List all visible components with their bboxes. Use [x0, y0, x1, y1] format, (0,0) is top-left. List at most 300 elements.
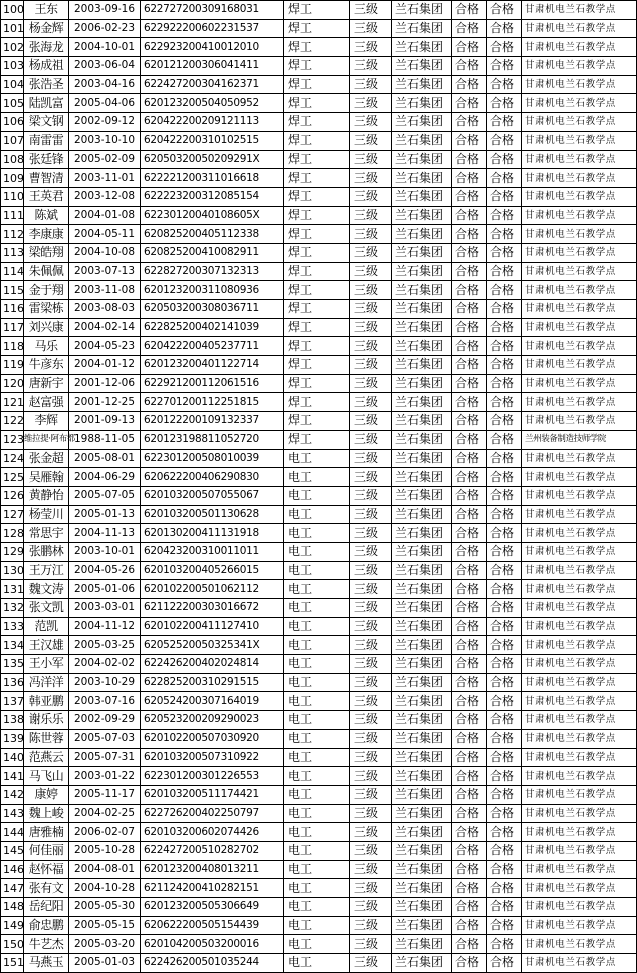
name-cell: 谢乐乐 [24, 711, 69, 730]
level-cell: 三级 [350, 561, 392, 580]
table-row [1, 935, 637, 954]
id-number-cell: 620423200310011011 [141, 542, 284, 561]
organization-cell: 兰石集团 [392, 430, 452, 449]
id-number-cell: 622221200311016618 [141, 169, 284, 188]
organization-cell: 兰石集团 [392, 524, 452, 543]
practical-result-cell: 合格 [487, 94, 522, 113]
level-cell: 三级 [350, 449, 392, 468]
id-number-cell: 622701200112251815 [141, 393, 284, 412]
name-cell: 杨成祖 [24, 57, 69, 76]
training-site-cell: 甘肃机电兰石教学点 [522, 692, 637, 711]
name-cell: 南雷雷 [24, 131, 69, 150]
level-cell: 三级 [350, 636, 392, 655]
table-row [1, 38, 637, 57]
theory-result-cell: 合格 [452, 393, 487, 412]
row-number-cell: 151 [1, 954, 24, 973]
id-number-cell: 620102200507030920 [141, 729, 284, 748]
organization-cell: 兰石集团 [392, 206, 452, 225]
table-row [1, 954, 637, 973]
birth-date-cell: 2001-12-06 [69, 374, 141, 393]
level-cell: 三级 [350, 75, 392, 94]
theory-result-cell: 合格 [452, 561, 487, 580]
level-cell: 三级 [350, 337, 392, 356]
training-site-cell: 甘肃机电兰石教学点 [522, 561, 637, 580]
theory-result-cell: 合格 [452, 916, 487, 935]
table-row [1, 804, 637, 823]
birth-date-cell: 2005-01-06 [69, 580, 141, 599]
birth-date-cell: 2005-03-20 [69, 935, 141, 954]
table-row [1, 673, 637, 692]
training-site-cell: 甘肃机电兰石教学点 [522, 673, 637, 692]
practical-result-cell: 合格 [487, 505, 522, 524]
name-cell: 雷梁栋 [24, 300, 69, 319]
name-cell: 张鹏林 [24, 542, 69, 561]
id-number-cell: 622923200410012010 [141, 38, 284, 57]
theory-result-cell: 合格 [452, 187, 487, 206]
trade-cell: 焊工 [284, 412, 350, 431]
id-number-cell: 620104200503200016 [141, 935, 284, 954]
level-cell: 三级 [350, 804, 392, 823]
theory-result-cell: 合格 [452, 75, 487, 94]
name-cell: 张有文 [24, 879, 69, 898]
row-number-cell: 110 [1, 187, 24, 206]
row-number-cell: 144 [1, 823, 24, 842]
level-cell: 三级 [350, 169, 392, 188]
birth-date-cell: 2003-08-03 [69, 300, 141, 319]
id-number-cell: 62052520050325341X [141, 636, 284, 655]
name-cell: 魏上峻 [24, 804, 69, 823]
practical-result-cell: 合格 [487, 281, 522, 300]
table-row [1, 374, 637, 393]
level-cell: 三级 [350, 281, 392, 300]
table-row [1, 318, 637, 337]
table-row [1, 711, 637, 730]
name-cell: 康婷 [24, 785, 69, 804]
table-row [1, 94, 637, 113]
level-cell: 三级 [350, 767, 392, 786]
birth-date-cell: 2005-08-01 [69, 449, 141, 468]
table-row [1, 337, 637, 356]
name-cell: 王英君 [24, 187, 69, 206]
training-site-cell: 甘肃机电兰石教学点 [522, 337, 637, 356]
trade-cell: 电工 [284, 655, 350, 674]
birth-date-cell: 2003-12-08 [69, 187, 141, 206]
row-number-cell: 150 [1, 935, 24, 954]
practical-result-cell: 合格 [487, 561, 522, 580]
birth-date-cell: 2005-05-15 [69, 916, 141, 935]
birth-date-cell: 2005-02-09 [69, 150, 141, 169]
name-cell: 马飞山 [24, 767, 69, 786]
name-cell: 魏文涛 [24, 580, 69, 599]
birth-date-cell: 2004-10-08 [69, 243, 141, 262]
id-number-cell: 62230120040108605X [141, 206, 284, 225]
practical-result-cell: 合格 [487, 225, 522, 244]
name-cell: 张文凯 [24, 599, 69, 618]
practical-result-cell: 合格 [487, 692, 522, 711]
level-cell: 三级 [350, 599, 392, 618]
practical-result-cell: 合格 [487, 823, 522, 842]
id-number-cell: 620103200501130628 [141, 505, 284, 524]
organization-cell: 兰石集团 [392, 580, 452, 599]
practical-result-cell: 合格 [487, 356, 522, 375]
id-number-cell: 622223200312085154 [141, 187, 284, 206]
birth-date-cell: 2005-03-25 [69, 636, 141, 655]
row-number-cell: 104 [1, 75, 24, 94]
training-site-cell: 甘肃机电兰石教学点 [522, 281, 637, 300]
trade-cell: 电工 [284, 561, 350, 580]
training-site-cell: 兰州装备制造技师学院 [522, 430, 637, 449]
id-number-cell: 620103200405266015 [141, 561, 284, 580]
trade-cell: 电工 [284, 580, 350, 599]
id-number-cell: 622426200501035244 [141, 954, 284, 973]
trade-cell: 焊工 [284, 113, 350, 132]
row-number-cell: 143 [1, 804, 24, 823]
theory-result-cell: 合格 [452, 748, 487, 767]
practical-result-cell: 合格 [487, 841, 522, 860]
organization-cell: 兰石集团 [392, 356, 452, 375]
theory-result-cell: 合格 [452, 281, 487, 300]
id-number-cell: 620122200109132337 [141, 412, 284, 431]
trade-cell: 焊工 [284, 318, 350, 337]
theory-result-cell: 合格 [452, 711, 487, 730]
birth-date-cell: 2003-11-08 [69, 281, 141, 300]
name-cell: 范凯 [24, 617, 69, 636]
trade-cell: 焊工 [284, 57, 350, 76]
practical-result-cell: 合格 [487, 729, 522, 748]
training-site-cell: 甘肃机电兰石教学点 [522, 131, 637, 150]
practical-result-cell: 合格 [487, 486, 522, 505]
practical-result-cell: 合格 [487, 449, 522, 468]
organization-cell: 兰石集团 [392, 599, 452, 618]
level-cell: 三级 [350, 94, 392, 113]
training-site-cell: 甘肃机电兰石教学点 [522, 524, 637, 543]
id-number-cell: 622827200307132313 [141, 262, 284, 281]
table-row [1, 57, 637, 76]
trade-cell: 焊工 [284, 94, 350, 113]
theory-result-cell: 合格 [452, 374, 487, 393]
birth-date-cell: 2004-11-13 [69, 524, 141, 543]
table-row [1, 113, 637, 132]
table-row [1, 243, 637, 262]
name-cell: 张金超 [24, 449, 69, 468]
theory-result-cell: 合格 [452, 524, 487, 543]
organization-cell: 兰石集团 [392, 187, 452, 206]
theory-result-cell: 合格 [452, 38, 487, 57]
trade-cell: 焊工 [284, 1, 350, 20]
name-cell: 曹智清 [24, 169, 69, 188]
birth-date-cell: 2005-07-31 [69, 748, 141, 767]
birth-date-cell: 2004-05-26 [69, 561, 141, 580]
training-site-cell: 甘肃机电兰石教学点 [522, 113, 637, 132]
birth-date-cell: 2003-09-16 [69, 1, 141, 20]
practical-result-cell: 合格 [487, 337, 522, 356]
practical-result-cell: 合格 [487, 655, 522, 674]
trade-cell: 电工 [284, 505, 350, 524]
practical-result-cell: 合格 [487, 617, 522, 636]
row-number-cell: 127 [1, 505, 24, 524]
table-row [1, 524, 637, 543]
birth-date-cell: 2002-09-29 [69, 711, 141, 730]
row-number-cell: 112 [1, 225, 24, 244]
theory-result-cell: 合格 [452, 57, 487, 76]
id-number-cell: 620121200306041411 [141, 57, 284, 76]
level-cell: 三级 [350, 879, 392, 898]
trade-cell: 电工 [284, 841, 350, 860]
organization-cell: 兰石集团 [392, 94, 452, 113]
theory-result-cell: 合格 [452, 468, 487, 487]
id-number-cell: 620524200307164019 [141, 692, 284, 711]
birth-date-cell: 2005-07-03 [69, 729, 141, 748]
trade-cell: 电工 [284, 804, 350, 823]
table-row [1, 449, 637, 468]
table-row [1, 281, 637, 300]
organization-cell: 兰石集团 [392, 374, 452, 393]
row-number-cell: 116 [1, 300, 24, 319]
level-cell: 三级 [350, 655, 392, 674]
row-number-cell: 120 [1, 374, 24, 393]
birth-date-cell: 2003-11-01 [69, 169, 141, 188]
name-cell: 梁文钢 [24, 113, 69, 132]
organization-cell: 兰石集团 [392, 412, 452, 431]
training-site-cell: 甘肃机电兰石教学点 [522, 505, 637, 524]
row-number-cell: 130 [1, 561, 24, 580]
name-cell: 朱佩佩 [24, 262, 69, 281]
table-row [1, 75, 637, 94]
id-number-cell: 622427200304162371 [141, 75, 284, 94]
birth-date-cell: 2004-02-14 [69, 318, 141, 337]
organization-cell: 兰石集团 [392, 860, 452, 879]
theory-result-cell: 合格 [452, 841, 487, 860]
level-cell: 三级 [350, 711, 392, 730]
id-number-cell: 620422200310102515 [141, 131, 284, 150]
id-number-cell: 620422200405237711 [141, 337, 284, 356]
practical-result-cell: 合格 [487, 113, 522, 132]
name-cell: 陈斌 [24, 206, 69, 225]
level-cell: 三级 [350, 318, 392, 337]
training-site-cell: 甘肃机电兰石教学点 [522, 898, 637, 917]
theory-result-cell: 合格 [452, 898, 487, 917]
birth-date-cell: 2005-04-06 [69, 94, 141, 113]
level-cell: 三级 [350, 300, 392, 319]
trade-cell: 焊工 [284, 337, 350, 356]
training-site-cell: 甘肃机电兰石教学点 [522, 879, 637, 898]
table-row [1, 785, 637, 804]
id-number-cell: 620123200504050952 [141, 94, 284, 113]
table-row [1, 898, 637, 917]
row-number-cell: 109 [1, 169, 24, 188]
row-number-cell: 133 [1, 617, 24, 636]
level-cell: 三级 [350, 954, 392, 973]
practical-result-cell: 合格 [487, 711, 522, 730]
name-cell: 冯洋洋 [24, 673, 69, 692]
level-cell: 三级 [350, 262, 392, 281]
id-number-cell: 620102200411127410 [141, 617, 284, 636]
theory-result-cell: 合格 [452, 823, 487, 842]
name-cell: 张浩圣 [24, 75, 69, 94]
level-cell: 三级 [350, 113, 392, 132]
row-number-cell: 124 [1, 449, 24, 468]
trade-cell: 电工 [284, 599, 350, 618]
table-row [1, 19, 637, 38]
organization-cell: 兰石集团 [392, 150, 452, 169]
name-cell: 陆凯富 [24, 94, 69, 113]
id-number-cell: 622426200402024814 [141, 655, 284, 674]
organization-cell: 兰石集团 [392, 748, 452, 767]
theory-result-cell: 合格 [452, 767, 487, 786]
practical-result-cell: 合格 [487, 393, 522, 412]
training-site-cell: 甘肃机电兰石教学点 [522, 300, 637, 319]
name-cell: 赵怀福 [24, 860, 69, 879]
theory-result-cell: 合格 [452, 300, 487, 319]
id-number-cell: 620123198811052720 [141, 430, 284, 449]
name-cell: 维拉提·阿布都 [24, 430, 69, 449]
organization-cell: 兰石集团 [392, 898, 452, 917]
name-cell: 马燕玉 [24, 954, 69, 973]
trade-cell: 焊工 [284, 75, 350, 94]
row-number-cell: 101 [1, 19, 24, 38]
birth-date-cell: 2005-11-17 [69, 785, 141, 804]
theory-result-cell: 合格 [452, 636, 487, 655]
theory-result-cell: 合格 [452, 131, 487, 150]
row-number-cell: 108 [1, 150, 24, 169]
birth-date-cell: 2004-06-29 [69, 468, 141, 487]
trade-cell: 电工 [284, 711, 350, 730]
id-number-cell: 622922200602231537 [141, 19, 284, 38]
organization-cell: 兰石集团 [392, 542, 452, 561]
trade-cell: 焊工 [284, 300, 350, 319]
trade-cell: 焊工 [284, 374, 350, 393]
row-number-cell: 111 [1, 206, 24, 225]
level-cell: 三级 [350, 57, 392, 76]
trade-cell: 电工 [284, 542, 350, 561]
training-site-cell: 甘肃机电兰石教学点 [522, 841, 637, 860]
row-number-cell: 141 [1, 767, 24, 786]
row-number-cell: 113 [1, 243, 24, 262]
level-cell: 三级 [350, 1, 392, 20]
organization-cell: 兰石集团 [392, 300, 452, 319]
level-cell: 三级 [350, 673, 392, 692]
theory-result-cell: 合格 [452, 860, 487, 879]
organization-cell: 兰石集团 [392, 916, 452, 935]
practical-result-cell: 合格 [487, 767, 522, 786]
id-number-cell: 622726200402250797 [141, 804, 284, 823]
training-site-cell: 甘肃机电兰石教学点 [522, 169, 637, 188]
theory-result-cell: 合格 [452, 729, 487, 748]
birth-date-cell: 2004-10-01 [69, 38, 141, 57]
row-number-cell: 118 [1, 337, 24, 356]
birth-date-cell: 2003-07-13 [69, 262, 141, 281]
name-cell: 陈世蓉 [24, 729, 69, 748]
birth-date-cell: 2004-01-08 [69, 206, 141, 225]
row-number-cell: 142 [1, 785, 24, 804]
birth-date-cell: 2003-06-04 [69, 57, 141, 76]
id-number-cell: 622301200301226553 [141, 767, 284, 786]
row-number-cell: 123 [1, 430, 24, 449]
table-row [1, 1, 637, 20]
training-site-cell: 甘肃机电兰石教学点 [522, 262, 637, 281]
id-number-cell: 620123200401122714 [141, 356, 284, 375]
id-number-cell: 620123200311080936 [141, 281, 284, 300]
level-cell: 三级 [350, 356, 392, 375]
table-row [1, 300, 637, 319]
organization-cell: 兰石集团 [392, 1, 452, 20]
trade-cell: 焊工 [284, 393, 350, 412]
birth-date-cell: 2005-01-13 [69, 505, 141, 524]
training-site-cell: 甘肃机电兰石教学点 [522, 954, 637, 973]
training-site-cell: 甘肃机电兰石教学点 [522, 206, 637, 225]
birth-date-cell: 2004-05-11 [69, 225, 141, 244]
table-row [1, 131, 637, 150]
level-cell: 三级 [350, 206, 392, 225]
training-site-cell: 甘肃机电兰石教学点 [522, 785, 637, 804]
name-cell: 牛艺杰 [24, 935, 69, 954]
theory-result-cell: 合格 [452, 430, 487, 449]
name-cell: 黄静怡 [24, 486, 69, 505]
trade-cell: 焊工 [284, 430, 350, 449]
theory-result-cell: 合格 [452, 449, 487, 468]
name-cell: 范燕云 [24, 748, 69, 767]
theory-result-cell: 合格 [452, 617, 487, 636]
organization-cell: 兰石集团 [392, 804, 452, 823]
row-number-cell: 137 [1, 692, 24, 711]
practical-result-cell: 合格 [487, 262, 522, 281]
training-site-cell: 甘肃机电兰石教学点 [522, 38, 637, 57]
organization-cell: 兰石集团 [392, 75, 452, 94]
birth-date-cell: 2002-09-12 [69, 113, 141, 132]
trade-cell: 焊工 [284, 169, 350, 188]
organization-cell: 兰石集团 [392, 113, 452, 132]
row-number-cell: 117 [1, 318, 24, 337]
training-site-cell: 甘肃机电兰石教学点 [522, 711, 637, 730]
trade-cell: 电工 [284, 748, 350, 767]
id-number-cell: 620103200602074426 [141, 823, 284, 842]
row-number-cell: 100 [1, 1, 24, 20]
level-cell: 三级 [350, 823, 392, 842]
training-site-cell: 甘肃机电兰石教学点 [522, 729, 637, 748]
id-number-cell: 622427200510282702 [141, 841, 284, 860]
table-body [1, 1, 637, 973]
trade-cell: 电工 [284, 879, 350, 898]
trade-cell: 电工 [284, 673, 350, 692]
theory-result-cell: 合格 [452, 954, 487, 973]
row-number-cell: 129 [1, 542, 24, 561]
theory-result-cell: 合格 [452, 243, 487, 262]
practical-result-cell: 合格 [487, 879, 522, 898]
level-cell: 三级 [350, 38, 392, 57]
birth-date-cell: 2004-10-28 [69, 879, 141, 898]
trade-cell: 焊工 [284, 281, 350, 300]
organization-cell: 兰石集团 [392, 337, 452, 356]
id-number-cell: 62050320050209291X [141, 150, 284, 169]
trade-cell: 电工 [284, 486, 350, 505]
birth-date-cell: 2003-10-10 [69, 131, 141, 150]
training-site-cell: 甘肃机电兰石教学点 [522, 860, 637, 879]
training-site-cell: 甘肃机电兰石教学点 [522, 617, 637, 636]
training-site-cell: 甘肃机电兰石教学点 [522, 374, 637, 393]
organization-cell: 兰石集团 [392, 393, 452, 412]
practical-result-cell: 合格 [487, 150, 522, 169]
table-row [1, 468, 637, 487]
birth-date-cell: 2005-01-03 [69, 954, 141, 973]
training-site-cell: 甘肃机电兰石教学点 [522, 19, 637, 38]
table-row [1, 262, 637, 281]
birth-date-cell: 2005-07-05 [69, 486, 141, 505]
row-number-cell: 114 [1, 262, 24, 281]
trade-cell: 电工 [284, 916, 350, 935]
trade-cell: 电工 [284, 729, 350, 748]
name-cell: 李辉 [24, 412, 69, 431]
id-number-cell: 620102200501062112 [141, 580, 284, 599]
